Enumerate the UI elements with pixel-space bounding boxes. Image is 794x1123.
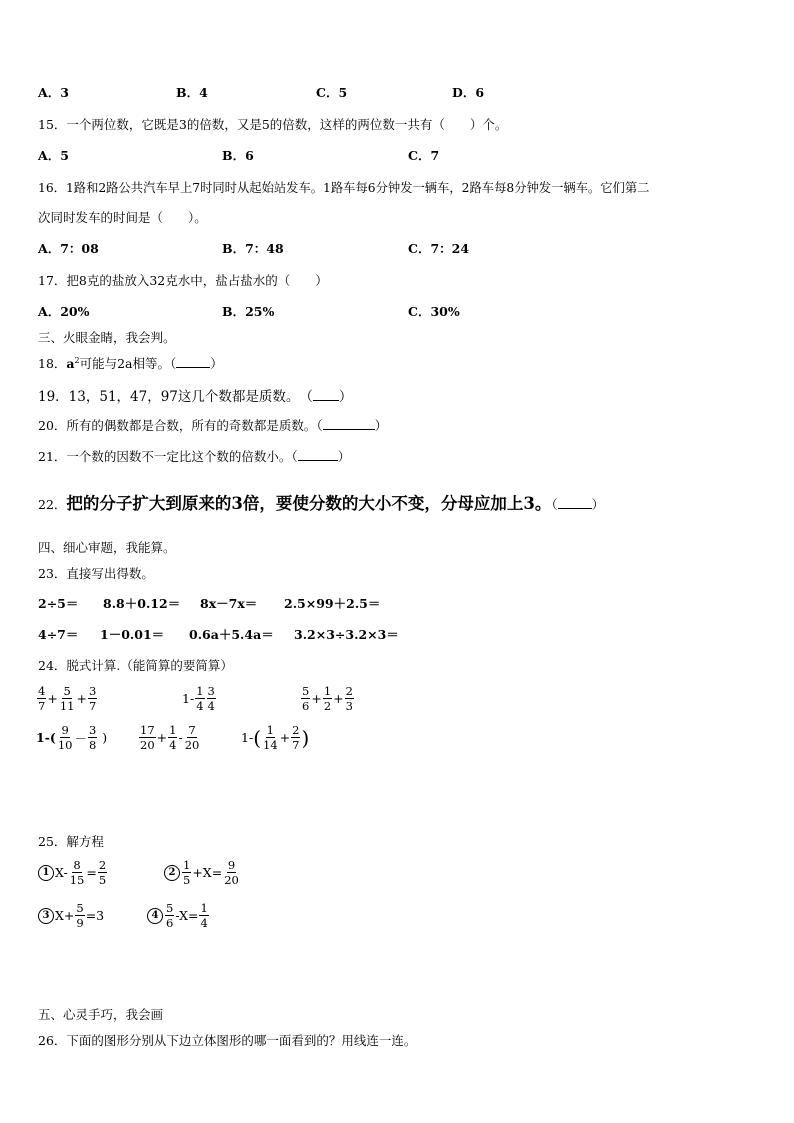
q18-number: 18．: [38, 356, 67, 371]
paren-close: ）: [210, 356, 223, 371]
answer-blank[interactable]: [176, 357, 210, 368]
section-5-heading: 五、心灵手巧，我会画: [38, 1007, 164, 1022]
q25-title: 25．解方程: [38, 834, 104, 849]
q25-equation-1: 1 X- $\frac{8}{15}$ = $\frac{2}{5}$: [38, 858, 108, 887]
fraction: $\frac{1}{4}$: [169, 723, 177, 752]
q15-text: 15．一个两位数，它既是3的倍数，又是5的倍数，这样的两位数一共有（ ）个。: [38, 117, 508, 132]
paren-open: （: [316, 418, 323, 433]
q19: [38, 385, 352, 405]
fraction: $\frac{2}{5}$: [98, 858, 107, 887]
q24-expression-6: 1- ( $\frac{1}{14}$ + $\frac{2}{7}$ ): [241, 723, 310, 752]
paren-open: （: [551, 497, 558, 512]
q18: [38, 354, 223, 372]
q15-option-a: A．5: [38, 148, 69, 163]
paren-open: （: [291, 449, 298, 464]
q23-title: 23．直接写出得数。: [38, 566, 154, 581]
q19-text: 19．13，51，47，97这几个数都是质数。: [38, 389, 293, 405]
q23-r1-c4: 2.5×99＋2.5＝: [284, 596, 381, 611]
q14-option-a: A．3: [38, 85, 69, 100]
section-3-heading: 三、火眼金睛，我会判。: [38, 330, 176, 345]
q23-r2-c1: 4÷7＝: [38, 627, 79, 642]
q18-superscript: 2: [74, 355, 80, 365]
q14-option-c: C．5: [316, 85, 348, 100]
q22-number: 22．: [38, 497, 67, 512]
q23-r1-c1: 2÷5＝: [38, 596, 79, 611]
fraction: $\frac{5}{6}$: [302, 684, 310, 713]
fraction: $\frac{3}{8}$: [88, 723, 97, 752]
q26-text: 26．下面的图形分别从下边立体图形的哪一面看到的？用线连一连。: [38, 1033, 417, 1048]
fraction: $\frac{1}{14}$: [263, 723, 278, 752]
q14-option-d: D．6: [452, 85, 485, 100]
q15-option-b: B．6: [222, 148, 254, 163]
circled-number: 2: [164, 865, 180, 881]
fraction: $\frac{1}{4}$: [200, 901, 208, 930]
fraction: $\frac{9}{20}$: [224, 858, 239, 887]
q20-text: 20．所有的偶数都是合数，所有的奇数都是质数。: [38, 418, 317, 433]
q17-text: 17．把8克的盐放入32克水中，盐占盐水的（ ）: [38, 273, 328, 288]
fraction: $\frac{8}{15}$: [69, 858, 85, 887]
q24-expression-4: 1-( $\frac{9}{10}$ － $\frac{3}{8}$ ): [36, 723, 108, 752]
fraction: $\frac{5}{6}$: [166, 901, 174, 930]
q23-r2-c3: 0.6a＋5.4a＝: [189, 627, 274, 642]
q16-line1: 16．1路和2路公共汽车早上7时同时从起始站发车。1路车每6分钟发一辆车，2路车每8分钟发一辆车。它们第二: [38, 181, 650, 195]
fraction: $\frac{3}{7}$: [88, 684, 97, 713]
paren-open: （: [306, 389, 313, 405]
fraction: $\frac{1}{4}$: [196, 684, 204, 713]
q15-option-c: C．7: [408, 148, 440, 163]
q20: [38, 416, 387, 434]
paren-close: ）: [591, 497, 605, 512]
q17-option-b: B．25%: [222, 304, 275, 319]
section-4-heading: 四、细心审题，我能算。: [38, 540, 176, 555]
q17-option-a: A．20%: [38, 304, 90, 319]
q22-text: 把的分子扩大到原来的3倍，要使分数的大小不变，分母应加上3。: [66, 494, 552, 513]
answer-blank[interactable]: [323, 419, 375, 430]
q18-rest: 可能与2a相等。: [79, 356, 171, 371]
q23-r2-c2: 1－0.01＝: [100, 627, 165, 642]
answer-blank[interactable]: [558, 498, 592, 509]
fraction: $\frac{1}{2}$: [323, 684, 332, 713]
q25-equation-4: 4 $\frac{5}{6}$ -X= $\frac{1}{4}$: [147, 901, 210, 930]
fraction: $\frac{2}{7}$: [292, 723, 300, 752]
fraction: $\frac{7}{20}$: [184, 723, 200, 752]
circled-number: 4: [147, 908, 163, 924]
q22: [38, 490, 604, 514]
q24-expression-3: $\frac{5}{6}$ + $\frac{1}{2}$ + $\frac{2}{3}$: [302, 684, 353, 713]
q24-expression-2: 1- $\frac{1}{4}$ $\frac{3}{4}$: [182, 684, 215, 713]
q16-option-b: B．7：48: [222, 241, 284, 256]
q16-option-a: A．7：08: [38, 241, 99, 256]
q17-option-c: C．30%: [408, 304, 460, 319]
q23-r1-c2: 8.8＋0.12＝: [103, 596, 181, 611]
circled-number: 3: [38, 908, 54, 924]
q14-option-b: B．4: [176, 85, 208, 100]
q21-text: 21．一个数的因数不一定比这个数的倍数小。: [38, 449, 292, 464]
q23-r2-c4: 3.2×3÷3.2×3＝: [294, 627, 399, 642]
fraction: $\frac{1}{5}$: [183, 858, 191, 887]
q18-base: a: [66, 356, 75, 371]
paren-close: ）: [338, 389, 353, 405]
q16-line2: 次同时发车的时间是（ ）。: [38, 210, 207, 225]
q21: [38, 447, 350, 465]
q23-r1-c3: 8x－7x＝: [200, 596, 258, 611]
fraction: $\frac{9}{10}$: [57, 723, 73, 752]
q24-expression-5: $\frac{17}{20}$ + $\frac{1}{4}$ - $\frac{7}{20}$: [140, 723, 200, 752]
fraction: $\frac{5}{9}$: [76, 901, 84, 930]
answer-blank[interactable]: [298, 450, 338, 461]
fraction: $\frac{5}{11}$: [59, 684, 75, 713]
circled-number: 1: [38, 865, 54, 881]
paren-open: （: [170, 356, 177, 371]
answer-blank[interactable]: [313, 390, 339, 401]
paren-close: ）: [337, 449, 351, 464]
fraction: $\frac{2}{3}$: [345, 684, 353, 713]
q25-equation-2: 2 $\frac{1}{5}$ +X= $\frac{9}{20}$: [164, 858, 241, 887]
q16-option-c: C．7：24: [408, 241, 470, 256]
fraction: $\frac{17}{20}$: [140, 723, 155, 752]
q25-equation-3: 3 X+ $\frac{5}{9}$ =3: [38, 901, 104, 930]
q24-expression-1: $\frac{4}{7}$ + $\frac{5}{11}$ + $\frac{3}{7}$: [38, 684, 97, 713]
paren-close: ）: [374, 418, 388, 433]
fraction: $\frac{4}{7}$: [38, 684, 46, 713]
fraction: $\frac{3}{4}$: [207, 684, 215, 713]
q24-title: 24．脱式计算.（能简算的要简算）: [38, 658, 233, 673]
